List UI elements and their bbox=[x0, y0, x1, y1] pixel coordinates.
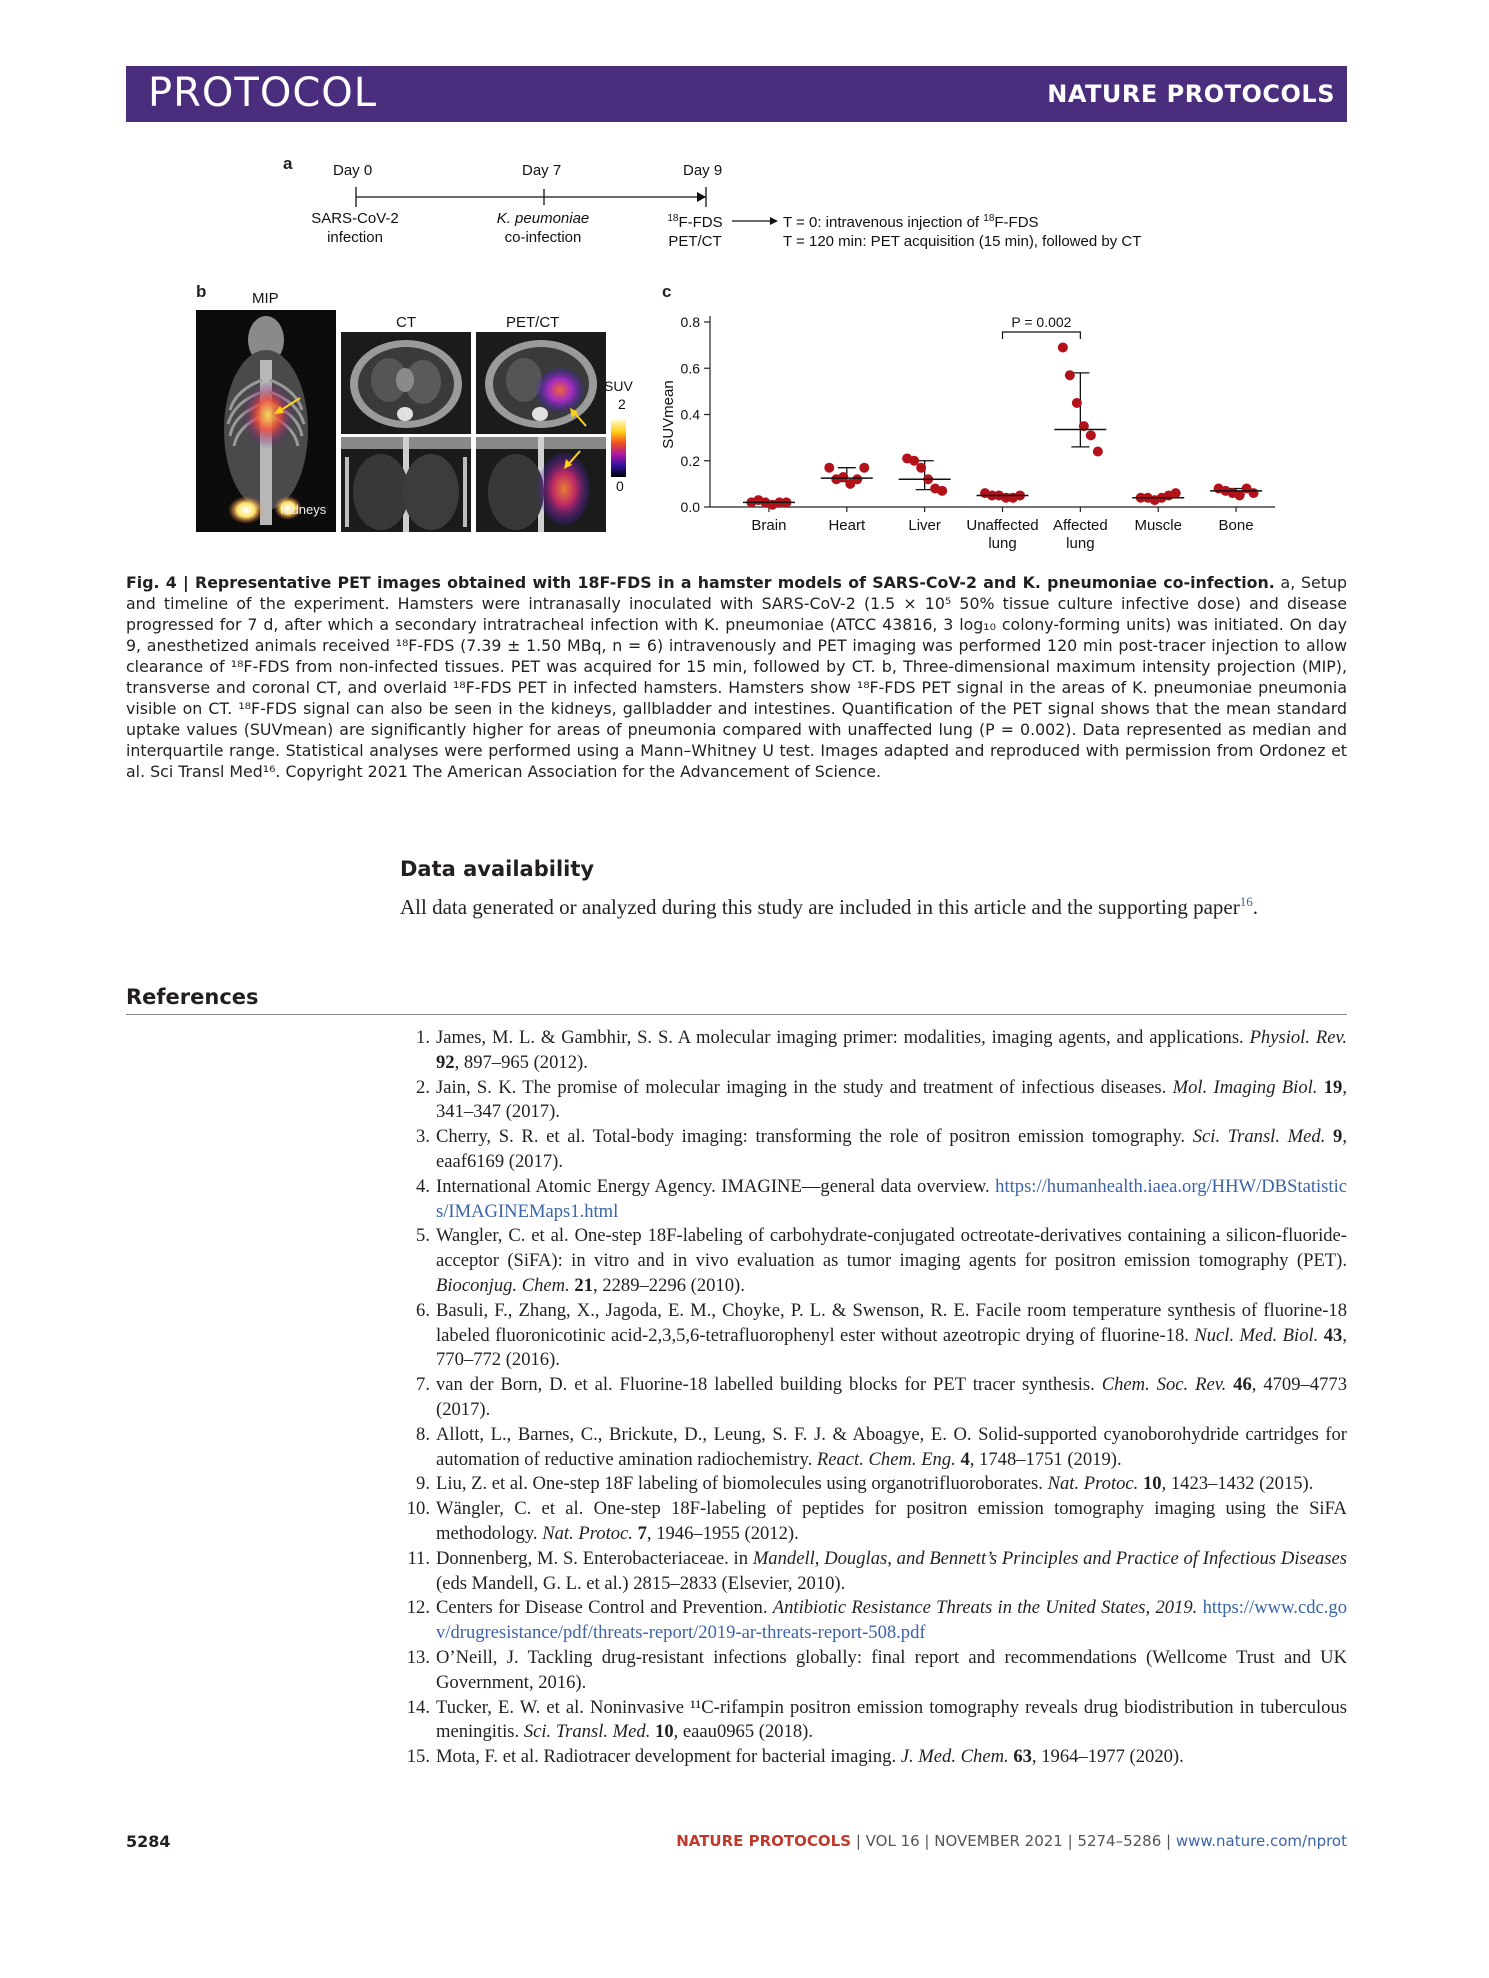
reference-item: 6. Basuli, F., Zhang, X., Jagoda, E. M., Choyke, P. L. & Swenson, R. E. Facile room temperature synthesis of fluorine-18 labeled fluoronicotinic acid-2,3,5,6-tetrafluorophenyl ester without azeotropic drying of fluorine-18. Nucl. Med. Biol. 43, 770–772 (2016). bbox=[416, 1299, 1347, 1371]
event-pet-ct: $^{18}$F-FDS PET/CT bbox=[667, 213, 723, 250]
x-tick-label: Unaffected bbox=[966, 517, 1039, 534]
data-point bbox=[1065, 370, 1075, 380]
petct-label: PET/CT bbox=[506, 314, 560, 331]
data-point bbox=[852, 474, 862, 484]
reference-item: 13. O’Neill, J. Tackling drug-resistant infections globally: final report and recommendations (Wellcome Trust and UK Government, 2016). bbox=[406, 1646, 1347, 1693]
x-tick-label: Bone bbox=[1218, 517, 1254, 534]
page-number: 5284 bbox=[126, 1832, 171, 1851]
reference-item: 1. James, M. L. & Gambhir, S. S. A molecular imaging primer: modalities, imaging agents, and applications. Physiol. Rev. 92, 897–965 (2012). bbox=[416, 1027, 1348, 1073]
figure-caption bbox=[126, 572, 1347, 782]
data-point bbox=[1086, 430, 1096, 440]
protocol-steps: T = 0: intravenous injection of $^{18}$F-FDS T = 120 min: PET acquisition (15 min), followed by CT bbox=[783, 213, 1142, 250]
reference-item: 10. Wängler, C. et al. One-step 18F-labeling of peptides for positron emission tomography imaging using the SiFA methodology. Nat. Protoc. 7, 1946–1955 (2012). bbox=[406, 1498, 1347, 1544]
footer-citation bbox=[676, 1832, 1347, 1850]
panel-b-letter: b bbox=[196, 282, 207, 301]
ref-citation-link[interactable]: 16 bbox=[1239, 894, 1253, 909]
y-tick-label: 0.6 bbox=[680, 360, 700, 377]
reference-item: 5. Wangler, C. et al. One-step 18F-labeling of carbohydrate-conjugated octreotate-derivatives containing a silicon-fluoride-acceptor (SiFA): in vitro and in vivo evaluation as tumor imaging agents for positron emission tomography (PET). Bioconjug. Chem. 21, 2289–2296 (2010). bbox=[416, 1225, 1347, 1296]
data-availability-title: Data availability bbox=[400, 857, 595, 881]
reference-item: 9. Liu, Z. et al. One-step 18F labeling of biomolecules using organotrifluoroborates. Nat. Protoc. 10, 1423–1432 (2015). bbox=[416, 1473, 1314, 1495]
significance-bracket bbox=[1003, 332, 1081, 339]
journal-name: NATURE PROTOCOLS bbox=[1047, 80, 1335, 108]
x-tick-label: Muscle bbox=[1134, 517, 1182, 534]
petct-transverse-image bbox=[476, 332, 606, 434]
kidneys-label: Kidneys bbox=[280, 502, 327, 517]
references-title: References bbox=[126, 985, 259, 1009]
data-availability-text: All data generated or analyzed during this study are included in this article and the supporting paper$^{16}$. bbox=[400, 894, 1258, 919]
data-point bbox=[937, 486, 947, 496]
p-value-annotation: P = 0.002 bbox=[1011, 314, 1072, 330]
caption-text: a, Setup and timeline of the experiment. Hamsters were intranasally inoculated with SARS-CoV-2 (1.5 × 10⁵ 50% tissue culture infective dose) and disease progressed for 7 d, after which a secondary intratracheal infection with K. pneumoniae (ATCC 43816, 3 log₁₀ colony-forming units) was initiated. On day 9, anesthetized animals received ¹⁸F-FDS (7.39 ± 1.50 MBq, n = 6) intravenously and PET imaging was performed 120 min post-tracer injection to allow clearance of ¹⁸F-FDS from non-infected tissues. PET was acquired for 15 min, followed by CT. b, Three-dimensional maximum intensity projection (MIP), transverse and coronal CT, and overlaid ¹⁸F-FDS PET in infected hamsters. Hamsters show ¹⁸F-FDS PET signal in the areas of K. pneumoniae pneumonia visible on CT. ¹⁸F-FDS signal can also be seen in the kidneys, gallbladder and intestines. Quantification of the PET signal shows that the mean standard uptake values (SUVmean) are significantly higher for areas of pneumonia compared with unaffected lung (P = 0.002). Data represented as median and interquartile range. Statistical analyses were performed using a Mann–Whitney U test. Images adapted and reproduced with permission from Ordonez et al. Sci Transl Med¹⁶. Copyright 2021 The American Association for the Advancement of Science. bbox=[126, 573, 1347, 781]
page-header bbox=[126, 66, 1347, 122]
y-tick-label: 0.8 bbox=[680, 314, 700, 330]
x-tick-label: Liver bbox=[908, 517, 941, 534]
reference-item: 3. Cherry, S. R. et al. Total-body imaging: transforming the role of positron emission tomography. Sci. Transl. Med. 9, eaaf6169 (2017). bbox=[416, 1126, 1347, 1172]
caption-label: Fig. 4 | bbox=[126, 573, 196, 592]
mip-label: MIP bbox=[252, 290, 279, 307]
panel-c-letter: c bbox=[662, 282, 672, 301]
ct-transverse-image bbox=[341, 332, 471, 434]
suv-colorbar bbox=[611, 420, 626, 477]
panel-a-letter: a bbox=[283, 154, 293, 173]
data-point bbox=[916, 463, 926, 473]
y-tick-label: 0.4 bbox=[680, 406, 700, 423]
suv-max-label: 2 bbox=[618, 396, 626, 412]
suv-min-label: 0 bbox=[616, 478, 624, 494]
reference-link[interactable]: https://www.cdc.gov/drugresistance/pdf/threats-report/2019-ar-threats-report-508.pdf bbox=[436, 1597, 1347, 1644]
suv-label: SUV bbox=[604, 378, 633, 394]
reference-item: 12. Centers for Disease Control and Prevention. Antibiotic Resistance Threats in the United States, 2019. https://www.cdc.gov/drugresistance/pdf/threats-report/2019-ar-threats-report-508.pdf bbox=[406, 1597, 1347, 1644]
footer-journal: NATURE PROTOCOLS bbox=[676, 1832, 852, 1850]
timeline-day-7: Day 7 bbox=[522, 162, 562, 179]
data-point bbox=[1093, 447, 1103, 457]
ct-coronal-image bbox=[341, 437, 471, 532]
reference-item: 2. Jain, S. K. The promise of molecular imaging in the study and treatment of infectious diseases. Mol. Imaging Biol. 19, 341–347 (2017). bbox=[416, 1076, 1347, 1123]
footer-details: | VOL 16 | NOVEMBER 2021 | 5274–5286 | bbox=[851, 1832, 1176, 1850]
y-tick-label: 0.2 bbox=[680, 452, 700, 469]
y-tick-label: 0.0 bbox=[680, 499, 700, 515]
section-label: PROTOCOL bbox=[148, 70, 378, 116]
x-tick-label: lung bbox=[988, 535, 1017, 552]
caption-title: Representative PET images obtained with 18F-FDS in a hamster models of SARS-CoV-2 and K. pneumoniae co-infection. bbox=[195, 573, 1275, 592]
data-point bbox=[1072, 398, 1082, 408]
suv-chart bbox=[650, 300, 1300, 570]
references-rule bbox=[126, 1014, 1347, 1015]
footer-url[interactable]: www.nature.com/nprot bbox=[1175, 1832, 1347, 1850]
reference-item: 15. Mota, F. et al. Radiotracer development for bacterial imaging. J. Med. Chem. 63, 1964–1977 (2020). bbox=[406, 1746, 1184, 1768]
data-point bbox=[1171, 488, 1181, 498]
data-point bbox=[1249, 488, 1259, 498]
reference-link[interactable]: https://humanhealth.iaea.org/HHW/DBStatistics/IMAGINEMaps1.html bbox=[436, 1175, 1347, 1222]
reference-item: 11. Donnenberg, M. S. Enterobacteriaceae. in Mandell, Douglas, and Bennett’s Principles and Practice of Infectious Diseases (eds Mandell, G. L. et al.) 2815–2833 (Elsevier, 2010). bbox=[407, 1547, 1347, 1594]
event-k-pneumoniae: K. peumoniae co-infection bbox=[496, 210, 590, 246]
x-tick-label: Affected bbox=[1052, 517, 1108, 534]
x-tick-label: lung bbox=[1066, 535, 1095, 552]
reference-item: 8. Allott, L., Barnes, C., Brickute, D., Leung, S. F. J. & Aboagye, E. O. Solid-supported cyanoborohydride cartridges for automation of reductive amination radiochemistry. React. Chem. Eng. 4, 1748–1751 (2019). bbox=[416, 1423, 1347, 1470]
y-axis-label: SUVmean bbox=[660, 380, 677, 449]
event-sars-cov-2: SARS-CoV-2 infection bbox=[311, 210, 399, 246]
x-tick-label: Heart bbox=[828, 517, 866, 534]
data-point bbox=[859, 463, 869, 473]
timeline-day-0: Day 0 bbox=[333, 162, 373, 179]
data-point bbox=[824, 463, 834, 473]
ct-label: CT bbox=[396, 314, 416, 331]
protocol-arrow bbox=[730, 214, 780, 228]
x-tick-label: Brain bbox=[751, 517, 787, 534]
reference-item: 14. Tucker, E. W. et al. Noninvasive ¹¹C-rifampin positron emission tomography reveals drug biodistribution in tuberculous meningitis. Sci. Transl. Med. 10, eaau0965 (2018). bbox=[406, 1696, 1347, 1743]
timeline-day-9: Day 9 bbox=[683, 162, 723, 179]
petct-coronal-image bbox=[476, 437, 606, 532]
reference-item: 4. International Atomic Energy Agency. IMAGINE—general data overview. https://humanhealth.iaea.org/HHW/DBStatistics/IMAGINEMaps1.html bbox=[416, 1175, 1347, 1222]
reference-item: 7. van der Born, D. et al. Fluorine-18 labelled building blocks for PET tracer synthesis. Chem. Soc. Rev. 46, 4709–4773 (2017). bbox=[416, 1374, 1347, 1420]
data-point bbox=[1058, 342, 1068, 352]
mip-image bbox=[196, 310, 336, 532]
reference-list bbox=[400, 1026, 1347, 1770]
